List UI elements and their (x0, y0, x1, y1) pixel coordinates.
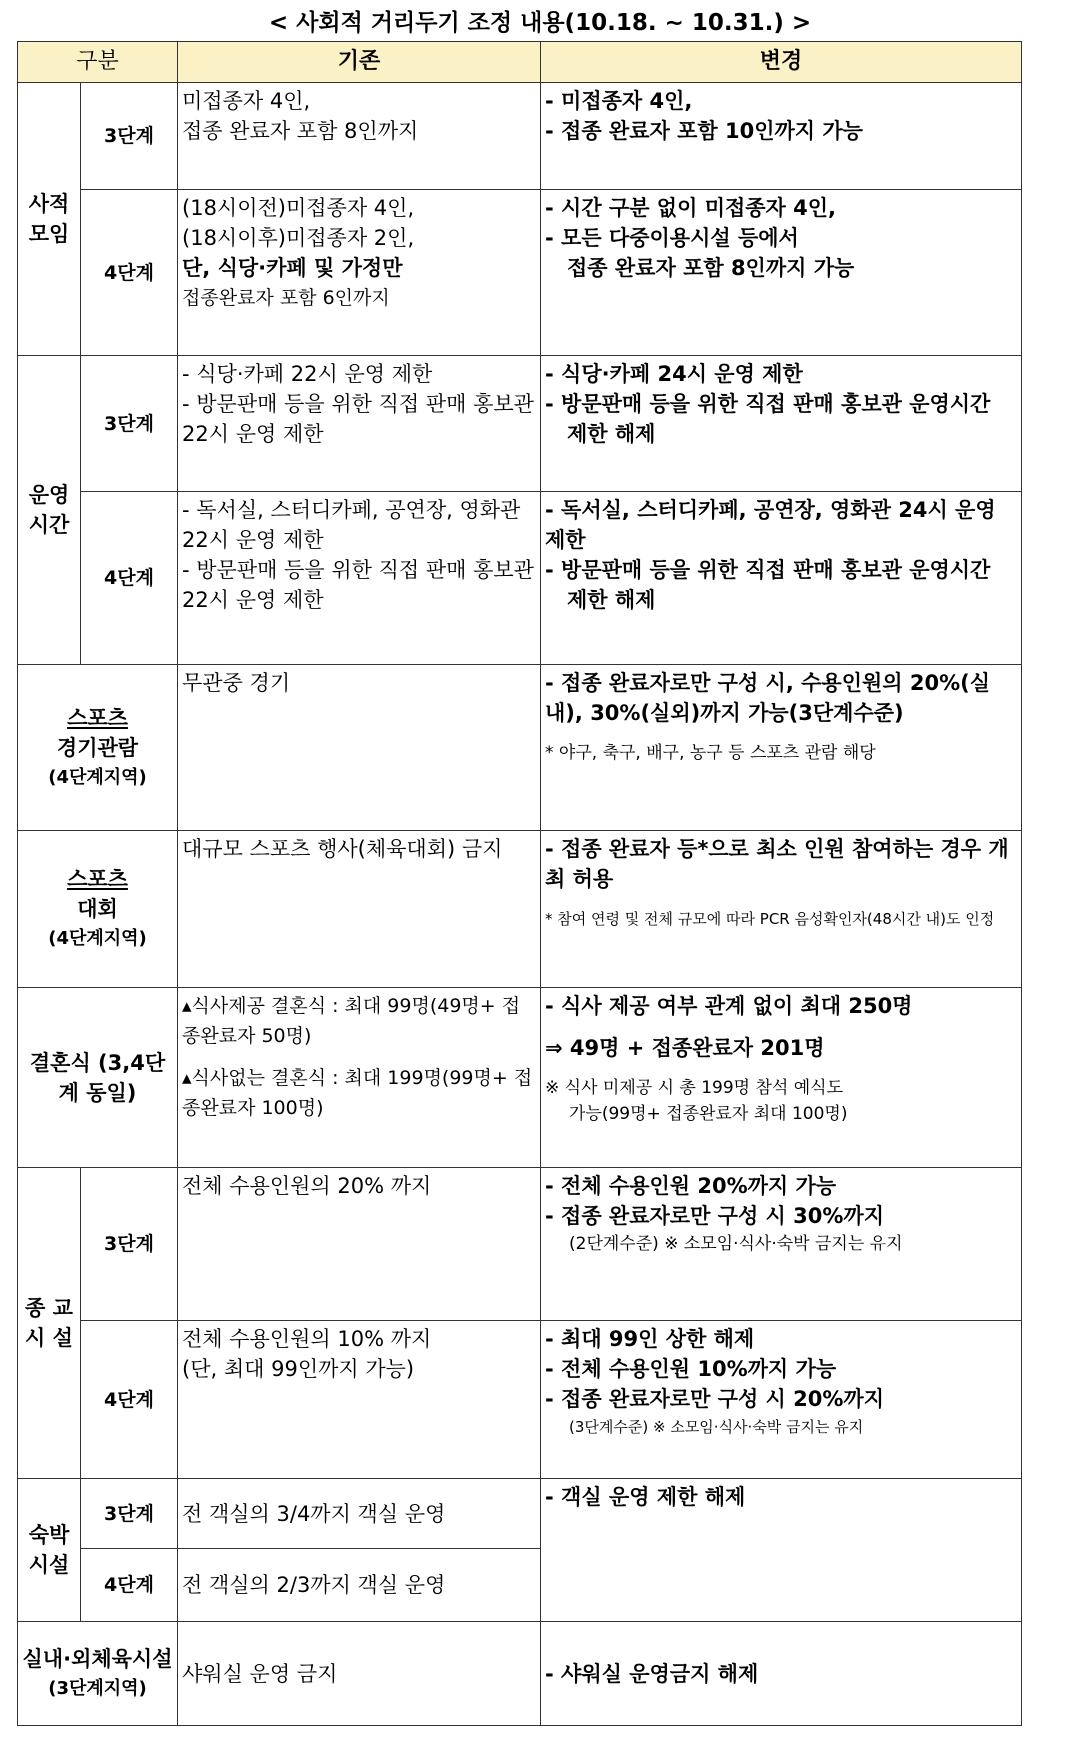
header-change: 변경 (541, 42, 1022, 83)
change-cell: - 독서실, 스터디카페, 공연장, 영화관 24시 운영 제한 - 방문판매 등을 위한 직접 판매 홍보관 운영시간 제한 해제 (541, 492, 1022, 665)
category-gathering: 사적 모임 (18, 83, 81, 356)
change-cell: - 식당·카페 24시 운영 제한 - 방문판매 등을 위한 직접 판매 홍보관 운영시간 제한 해제 (541, 356, 1022, 492)
stage-label: 4단계 (81, 1321, 178, 1479)
table-row (18, 1168, 1022, 1321)
header-category: 구분 (18, 42, 178, 83)
stage-label: 4단계 (81, 190, 178, 356)
header-existing: 기존 (178, 42, 541, 83)
existing-cell: 대규모 스포츠 행사(체육대회) 금지 (178, 831, 541, 988)
stage-label: 3단계 (81, 83, 178, 190)
table-row (18, 1479, 1022, 1549)
table-header-row (18, 42, 1022, 83)
table-row (18, 83, 1022, 190)
category-lodging: 숙박 시설 (18, 1479, 81, 1622)
table-row (18, 1321, 1022, 1479)
change-cell: - 접종 완료자 등*으로 최소 인원 참여하는 경우 개최 허용 * 참여 연령 및 전체 규모에 따라 PCR 음성확인자(48시간 내)도 인정 (541, 831, 1022, 988)
table-row (18, 831, 1022, 988)
table-row (18, 492, 1022, 665)
existing-cell: 전 객실의 3/4까지 객실 운영 (178, 1479, 541, 1549)
category-sports-watch: 스포츠 경기관람 (4단계지역) (18, 665, 178, 831)
existing-cell: ▴식사제공 결혼식 : 최대 99명(49명+ 접종완료자 50명) ▴식사없는 결혼식 : 최대 199명(99명+ 접종완료자 100명) (178, 988, 541, 1168)
change-cell: - 식사 제공 여부 관계 없이 최대 250명 ⇒ 49명 + 접종완료자 201명 ※ 식사 미제공 시 총 199명 참석 예식도 가능(99명+ 접종완료자 최대 100명) (541, 988, 1022, 1168)
stage-label: 3단계 (81, 356, 178, 492)
category-sports-event: 스포츠 대회 (4단계지역) (18, 831, 178, 988)
table-row (18, 190, 1022, 356)
change-cell: - 미접종자 4인, - 접종 완료자 포함 10인까지 가능 (541, 83, 1022, 190)
category-gym: 실내·외체육시설 (3단계지역) (18, 1622, 178, 1726)
change-cell: - 샤워실 운영금지 해제 (541, 1622, 1022, 1726)
table-row (18, 1622, 1022, 1726)
existing-cell: 미접종자 4인, 접종 완료자 포함 8인까지 (178, 83, 541, 190)
table-row (18, 665, 1022, 831)
distancing-table (17, 41, 1022, 1726)
stage-label: 4단계 (81, 492, 178, 665)
existing-cell: - 독서실, 스터디카페, 공연장, 영화관 22시 운영 제한 - 방문판매 등을 위한 직접 판매 홍보관 22시 운영 제한 (178, 492, 541, 665)
existing-cell: - 식당·카페 22시 운영 제한 - 방문판매 등을 위한 직접 판매 홍보관 22시 운영 제한 (178, 356, 541, 492)
table-row (18, 356, 1022, 492)
stage-label: 3단계 (81, 1168, 178, 1321)
change-cell: - 최대 99인 상한 해제 - 전체 수용인원 10%까지 가능 - 접종 완료자로만 구성 시 20%까지 (3단계수준) ※ 소모임·식사·숙박 금지는 유지 (541, 1321, 1022, 1479)
stage-label: 4단계 (81, 1549, 178, 1622)
existing-cell: 전 객실의 2/3까지 객실 운영 (178, 1549, 541, 1622)
table-row (18, 988, 1022, 1168)
existing-cell: 전체 수용인원의 10% 까지 (단, 최대 99인까지 가능) (178, 1321, 541, 1479)
change-cell: - 시간 구분 없이 미접종자 4인, - 모든 다중이용시설 등에서 접종 완료자 포함 8인까지 가능 (541, 190, 1022, 356)
category-wedding: 결혼식 (3,4단계 동일) (18, 988, 178, 1168)
category-religion: 종 교 시 설 (18, 1168, 81, 1479)
change-cell: - 접종 완료자로만 구성 시, 수용인원의 20%(실내), 30%(실외)까지 가능(3단계수준) * 야구, 축구, 배구, 농구 등 스포츠 관람 해당 (541, 665, 1022, 831)
stage-label: 3단계 (81, 1479, 178, 1549)
existing-cell: (18시이전)미접종자 4인, (18시이후)미접종자 2인, 단, 식당·카페 및 가정만 접종완료자 포함 6인까지 (178, 190, 541, 356)
existing-cell: 전체 수용인원의 20% 까지 (178, 1168, 541, 1321)
existing-cell: 무관중 경기 (178, 665, 541, 831)
existing-cell: 샤워실 운영 금지 (178, 1622, 541, 1726)
category-hours: 운영 시간 (18, 356, 81, 665)
page-title: < 사회적 거리두기 조정 내용(10.18. ~ 10.31.) > (268, 10, 812, 36)
change-cell: - 전체 수용인원 20%까지 가능 - 접종 완료자로만 구성 시 30%까지 (2단계수준) ※ 소모임·식사·숙박 금지는 유지 (541, 1168, 1022, 1321)
change-cell: - 객실 운영 제한 해제 (541, 1479, 1022, 1622)
